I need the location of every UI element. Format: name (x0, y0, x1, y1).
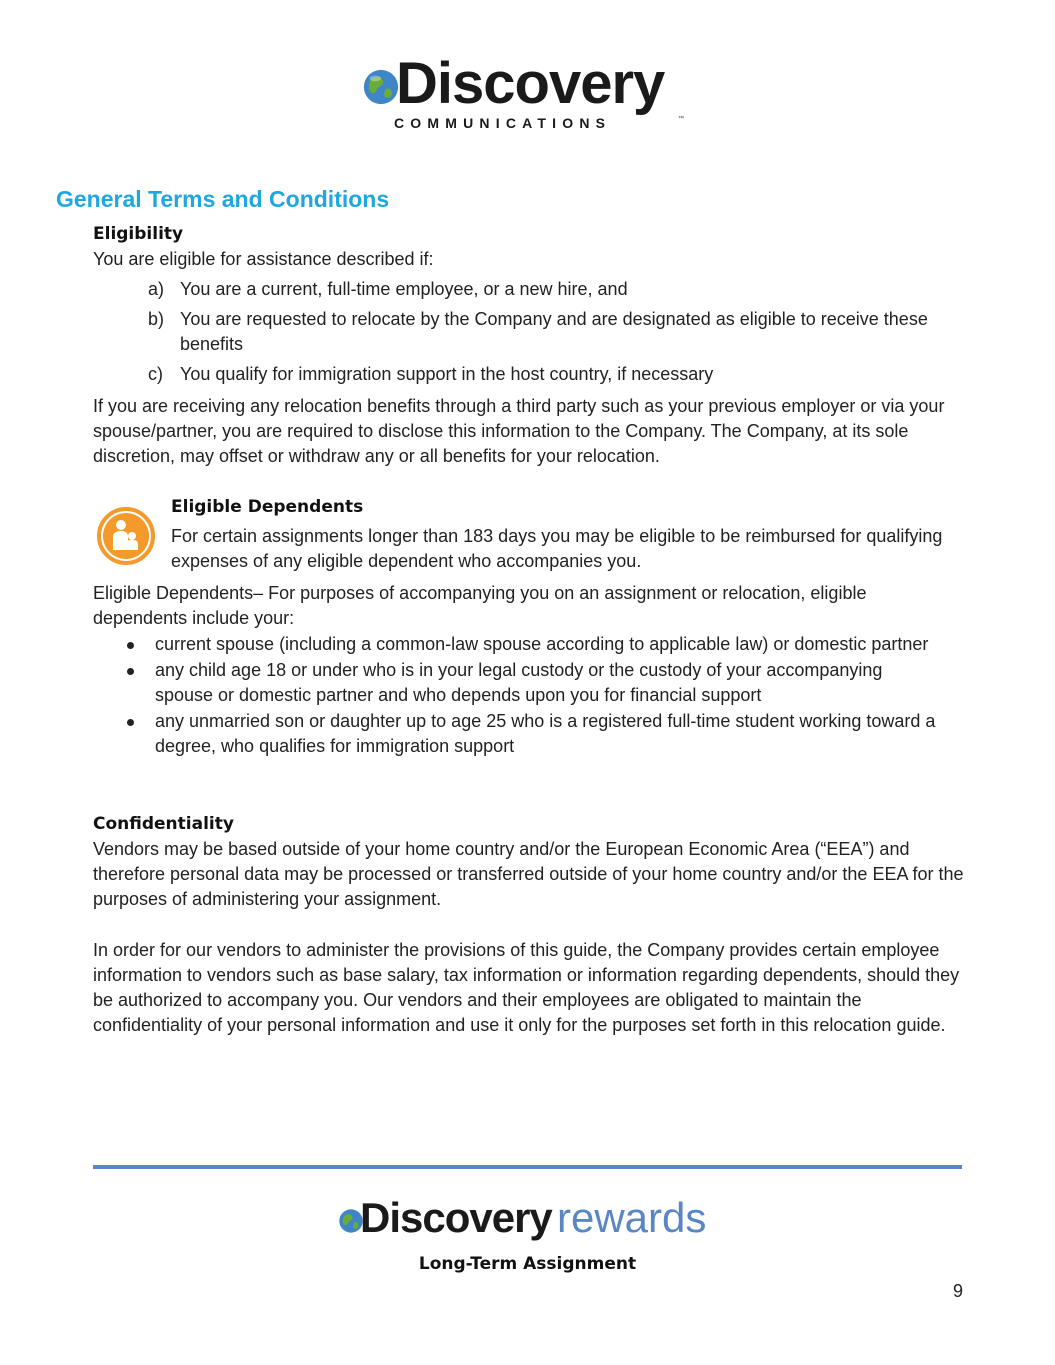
list-item-text: You are a current, full-time employee, or a new hire, and (180, 279, 628, 299)
page-number: 9 (952, 1281, 963, 1301)
bullet-icon (127, 719, 134, 726)
family-icon (96, 506, 156, 566)
section-title: General Terms and Conditions (56, 186, 390, 212)
dependents-intro: Eligible Dependents– For purposes of accompanying you on an assignment or relocation, eligible dependents include your: (93, 583, 867, 628)
bullet-icon (127, 642, 134, 649)
list-marker: a) (148, 279, 165, 299)
footer-logo (338, 1196, 738, 1244)
footer-logo-word: Discovery (360, 1194, 552, 1241)
list-item-text: current spouse (including a common-law spouse according to applicable law) or domestic partner (155, 634, 929, 654)
eligibility-intro: You are eligible for assistance described if: (93, 249, 434, 269)
footer-logo-rewards: rewards (557, 1194, 707, 1241)
header-logo (362, 51, 702, 138)
globe-icon (362, 68, 400, 106)
list-marker: b) (148, 309, 165, 329)
eligibility-list (148, 277, 938, 392)
list-marker: c) (148, 364, 163, 384)
footer-divider (93, 1165, 962, 1169)
confidentiality-paragraph-1: Vendors may be based outside of your home country and/or the European Economic Area (“EEA”) and therefore personal data may be processed or transferred outside of your home country and/or the EEA for the purposes of administering your assignment. (93, 839, 964, 909)
dependents-list (122, 632, 942, 760)
list-item (148, 362, 938, 387)
list-item (122, 709, 942, 759)
dependents-paragraph: For certain assignments longer than 183 days you may be eligible to be reimbursed for qualifying expenses of any eligible dependent who accompanies you. (171, 526, 943, 571)
list-item-text: You qualify for immigration support in the host country, if necessary (180, 364, 714, 384)
eligibility-heading: Eligibility (93, 224, 184, 244)
confidentiality-paragraph-2: In order for our vendors to administer the provisions of this guide, the Company provides certain employee information to vendors such as base salary, tax information or information regarding dependents, should they be authorized to accompany you. Our vendors and their employees are obligated to maintain the confidentiality of your personal information and use it only for the purposes set forth in this relocation guide. (93, 940, 960, 1035)
list-item (148, 277, 938, 302)
bullet-icon (127, 668, 134, 675)
logo-wordmark: Discovery (396, 51, 665, 116)
logo-subtitle: COMMUNICATIONS (394, 115, 612, 131)
list-item (122, 632, 942, 657)
list-item-text: any child age 18 or under who is in your legal custody or the custody of your accompanying spouse or domestic partner and who depends upon you for financial support (155, 660, 883, 705)
list-item-text: You are requested to relocate by the Company and are designated as eligible to receive these benefits (180, 309, 928, 354)
list-item (122, 658, 942, 708)
list-item-text: any unmarried son or daughter up to age 25 who is a registered full-time student working toward a degree, who qualifies for immigration support (155, 711, 936, 756)
footer-caption: Long-Term Assignment (418, 1254, 637, 1274)
dependents-heading: Eligible Dependents (171, 497, 364, 517)
confidentiality-heading: Confidentiality (93, 814, 234, 834)
eligibility-paragraph: If you are receiving any relocation benefits through a third party such as your previous employer or via your spouse/partner, you are required to disclose this information to the Company. The Company, at its sole discretion, may offset or withdraw any or all benefits for your relocation. (93, 396, 945, 466)
list-item (148, 307, 938, 357)
trademark-mark: ™ (678, 116, 684, 122)
